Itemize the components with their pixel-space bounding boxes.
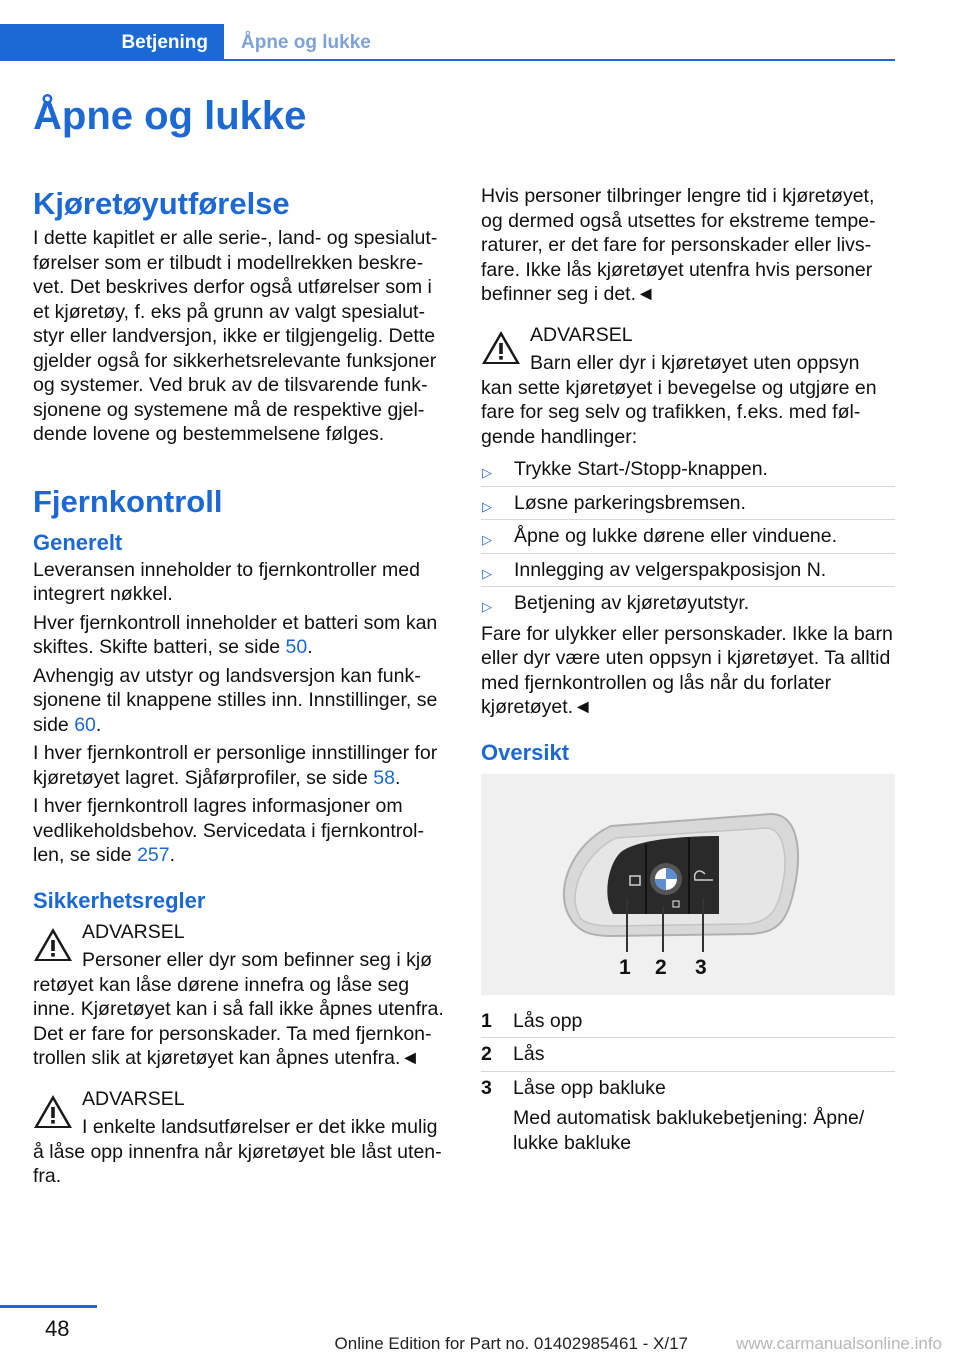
page-number: 48 xyxy=(45,1316,70,1341)
warning-heading: ADVARSEL xyxy=(82,920,185,943)
paragraph-delivery: Leveransen inneholder to fjernkontroller med integrert nøkkel. xyxy=(33,558,420,605)
page-link-257[interactable]: 257 xyxy=(137,844,170,866)
warning-block-1 xyxy=(33,920,448,1071)
paragraph-vehicle-versions: I dette kapitlet er alle serie-, land- og spesialutførelser som er tilbudt i modellrekken beskrevet. Det beskrives derfor også utførelser som i et kjøretøy, f. eks på grunn av valgt spesialutstyr eller landversjon, ikke er tilgjengelig. Dette gjelder også for sikkerhetsrelevante funksjoner og systemer. Ved bruk av de tilsvarende funksjonene og systemene må de respektive gjeldende lovene og bestemmelsene følges. xyxy=(33,227,438,445)
triangle-bullet-icon: ▷ xyxy=(482,498,492,514)
triangle-bullet-icon: ▷ xyxy=(482,532,492,547)
callout-label-1: 1 xyxy=(619,955,631,979)
remote-key-image xyxy=(481,774,895,995)
list-item: ▷ Trykke Start-/Stopp-knappen. xyxy=(481,453,895,487)
bullet-list-actions xyxy=(481,453,895,620)
warning-triangle-icon xyxy=(481,329,521,365)
page-link-60[interactable]: 60 xyxy=(74,713,96,736)
warning-text: retøyet kan låse dørene innefra og låse seg inne. Kjøretøyet kan i så fall ikke åpnes utenfra. Det er fare for personskader. Ta med fjernkontrollen slik at kjøretøyet kan åpnes utenfra.◄ xyxy=(33,973,444,1069)
section-title-kjoretoyutforelse: Kjøretøyutførelse xyxy=(33,186,290,221)
list-item: ▷ Innlegging av velgerspakposisjon N. xyxy=(481,554,895,588)
header-tab-betjening[interactable]: Betjening xyxy=(0,24,224,61)
warning-heading: ADVARSEL xyxy=(82,1087,185,1110)
warning-text-first-line: Barn eller dyr i kjøretøyet uten oppsyn xyxy=(530,352,860,374)
watermark: www.carmanualsonline.info xyxy=(736,1334,942,1353)
running-header xyxy=(0,24,895,62)
legend-item: 3 Låse opp bakluke xyxy=(481,1076,666,1099)
warning-block-3 xyxy=(481,323,895,450)
callout-label-3: 3 xyxy=(695,955,707,979)
page-link-58[interactable]: 58 xyxy=(373,766,395,789)
left-column xyxy=(33,184,448,1193)
warning-text-first-line: I enkelte landsutførelser er det ikke mulig xyxy=(82,1116,438,1138)
subsection-title-generelt: Generelt xyxy=(33,529,123,555)
callout-label-2: 2 xyxy=(655,955,667,979)
header-tab-apne-og-lukke[interactable]: Åpne og lukke xyxy=(241,31,371,53)
warning-text: kan sette kjøretøyet i bevegelse og utgjøre en fare for seg selv og trafikken, f.eks. med følgende handlinger: xyxy=(481,376,877,448)
header-divider xyxy=(0,59,895,61)
paragraph-battery: Hver fjernkontroll inneholder et batteri som kan skiftes. Skifte batteri, se side 50. xyxy=(33,611,438,658)
remote-key-illustration xyxy=(481,774,895,995)
paragraph-personal-settings: I hver fjernkontroll er personlige innstillinger for kjøretøyet lagret. Sjåførprofiler, se side 58. xyxy=(33,742,438,789)
list-item: ▷ Betjening av kjøretøyutstyr. xyxy=(481,587,895,620)
list-item: ▷ Åpne og lukke dørene eller vinduene. xyxy=(481,520,895,554)
warning-triangle-icon xyxy=(33,1093,73,1129)
paragraph-accident-risk: Fare for ulykker eller personskader. Ikke la barn eller dyr være uten oppsyn i kjøretøyet. Ta alltid med fjernkontrollen og lås når du forlater kjøretøyet.◄ xyxy=(481,622,893,718)
right-column xyxy=(481,184,895,1155)
warning-heading: ADVARSEL xyxy=(530,323,633,346)
warning-block-2 xyxy=(33,1087,448,1189)
legend-item: 2 Lås xyxy=(481,1038,895,1072)
paragraph-temperature-risk: Hvis personer tilbringer lengre tid i kjøretøyet, og dermed også utsettes for ekstreme temperaturer, er det fare for personskader eller livsfare. Ikke lås kjøretøyet utenfra hvis personer befinner seg i det.◄ xyxy=(481,185,876,305)
triangle-bullet-icon: ▷ xyxy=(482,565,492,581)
page-title: Åpne og lukke xyxy=(33,94,307,138)
legend-item-3-detail: Med automatisk baklukebetjening: Åpne/ lukke bakluke xyxy=(513,1107,865,1154)
subsection-title-sikkerhetsregler: Sikkerhetsregler xyxy=(33,887,206,913)
triangle-bullet-icon: ▷ xyxy=(482,465,492,480)
subsection-title-oversikt: Oversikt xyxy=(481,739,570,765)
warning-text: å låse opp innenfra når kjøretøyet ble låst utenfra. xyxy=(33,1140,442,1187)
list-item: ▷ Løsne parkeringsbremsen. xyxy=(481,487,895,521)
paragraph-button-settings: Avhengig av utstyr og landsversjon kan funksjonene til knappene stilles inn. Innstillinger, se side 60. xyxy=(33,664,438,736)
numbered-legend xyxy=(481,1005,895,1156)
legend-item: 1 Lås opp xyxy=(481,1005,895,1039)
edition-note: Online Edition for Part no. 01402985461 - X/17 xyxy=(334,1334,688,1353)
warning-triangle-icon xyxy=(33,926,73,962)
warning-text-first-line: Personer eller dyr som befinner seg i kjø xyxy=(82,949,433,971)
page-link-50[interactable]: 50 xyxy=(285,636,308,658)
section-title-fjernkontroll: Fjernkontroll xyxy=(33,483,223,519)
paragraph-service-data: I hver fjernkontroll lagres informasjoner om vedlikeholdsbehov. Servicedata i fjernkontrollen, se side 257. xyxy=(33,795,424,866)
triangle-bullet-icon: ▷ xyxy=(482,599,492,614)
footer-divider xyxy=(0,1305,97,1308)
